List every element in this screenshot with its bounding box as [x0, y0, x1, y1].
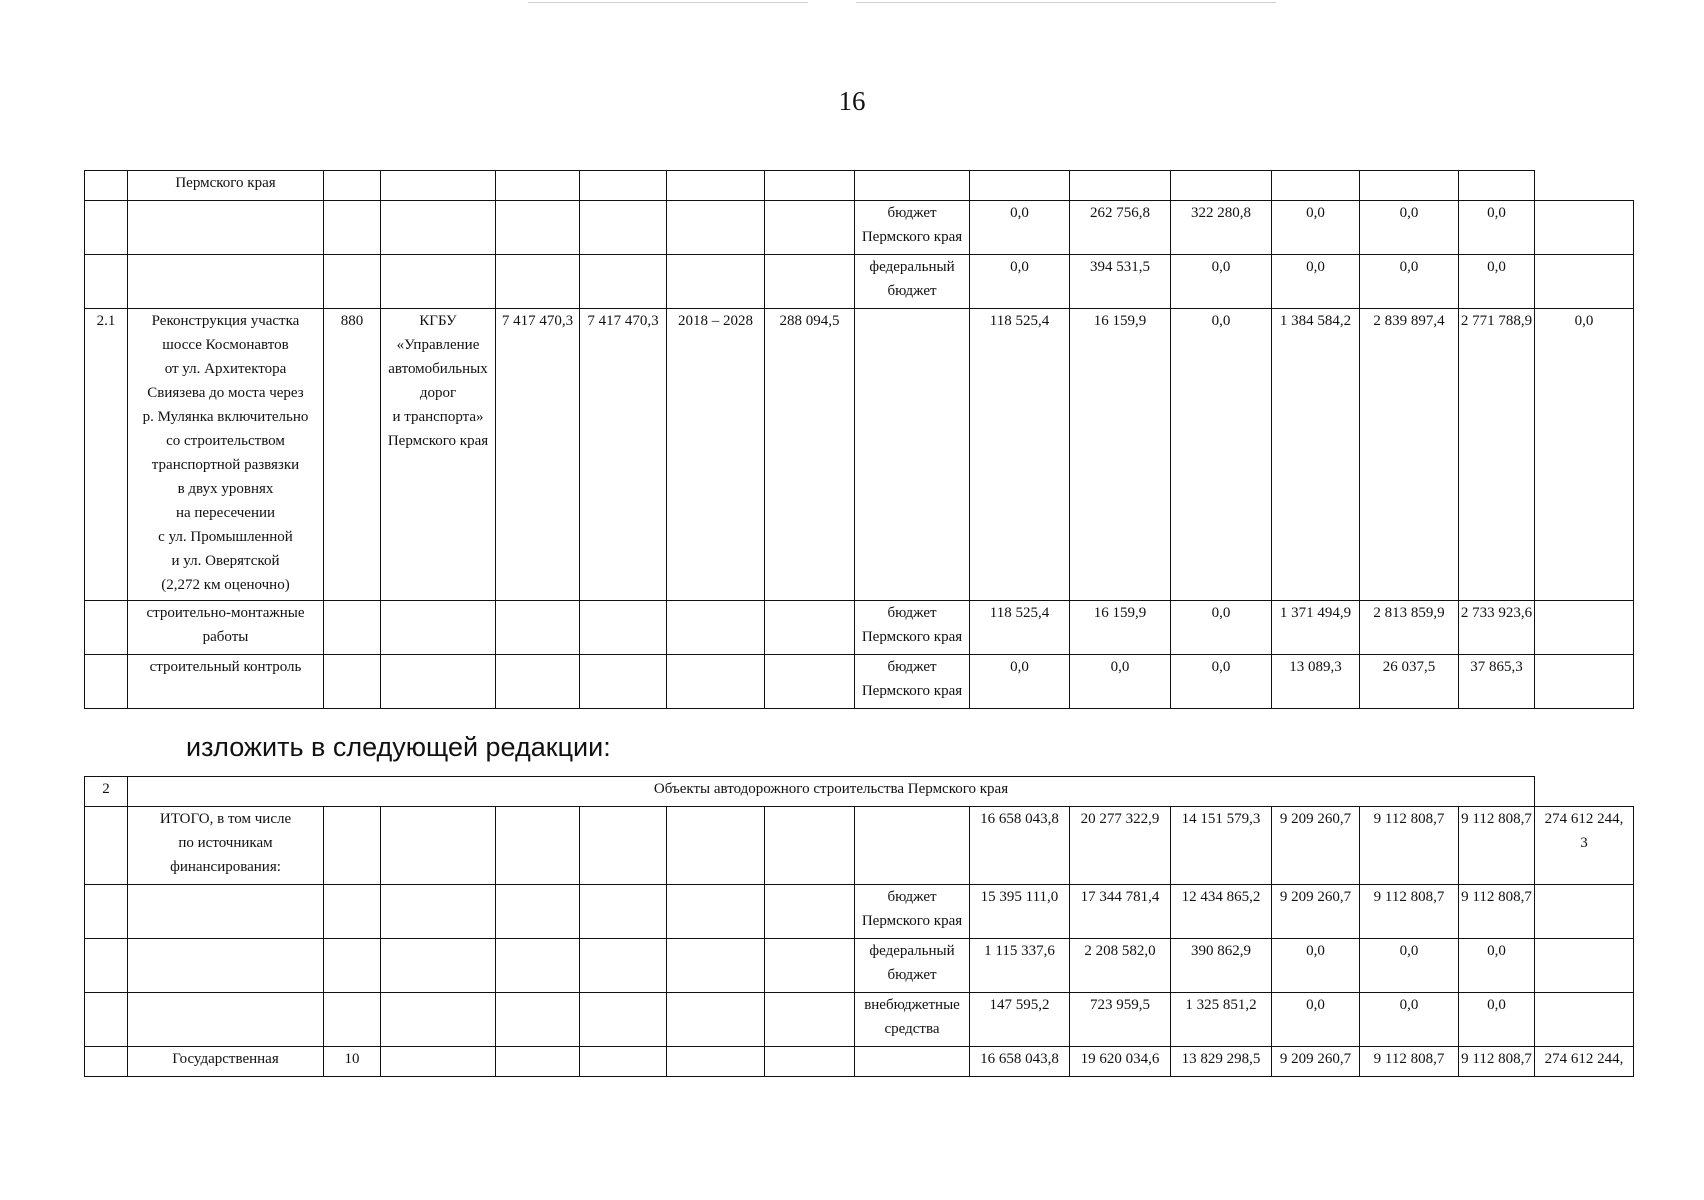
- value-cell: 274 612 244, 3: [1535, 807, 1634, 885]
- scan-artifact-line: [856, 2, 1276, 3]
- table-row: [85, 655, 1634, 709]
- value-cell: 2 839 897,4: [1360, 309, 1459, 601]
- budget-table-previous: [84, 170, 1634, 709]
- value-cell: 15 395 111,0: [970, 885, 1070, 939]
- value-cell: 9 112 808,7: [1360, 1047, 1459, 1077]
- value-cell: 16 658 043,8: [970, 807, 1070, 885]
- value-cell: [1535, 939, 1634, 993]
- table-row: [85, 255, 1634, 309]
- value-cell: 2 771 788,9: [1459, 309, 1535, 601]
- value-cell: 37 865,3: [1459, 655, 1535, 709]
- object-name-cell: Реконструкция участка шоссе Космонавтов от ул. Архитектора Свиязева до моста через р. Мулянка включительно со строительством транспортной развязки в двух уровнях на пересечении с ул. Промышленной и ул. Оверятской (2,272 км оценочно): [128, 309, 324, 601]
- value-cell: 262 756,8: [1070, 201, 1171, 255]
- budget-table-new: [84, 776, 1634, 1077]
- value-cell: [1535, 655, 1634, 709]
- cost-cell: 7 417 470,3: [580, 309, 667, 601]
- table-row: [85, 171, 1634, 201]
- value-cell: 26 037,5: [1360, 655, 1459, 709]
- value-cell: 9 112 808,7: [1459, 1047, 1535, 1077]
- value-cell: [1535, 993, 1634, 1047]
- value-cell: 723 959,5: [1070, 993, 1171, 1047]
- value-cell: [1535, 885, 1634, 939]
- value-cell: 0,0: [1171, 601, 1272, 655]
- object-name-cell: строительный контроль: [128, 655, 324, 709]
- value-cell: 394 531,5: [1070, 255, 1171, 309]
- value-cell: 322 280,8: [1171, 201, 1272, 255]
- period-cell: 2018 – 2028: [667, 309, 765, 601]
- value-cell: 13 089,3: [1272, 655, 1360, 709]
- value-cell: 13 829 298,5: [1171, 1047, 1272, 1077]
- row-number-cell: 2.1: [85, 309, 128, 601]
- table-row: [85, 939, 1634, 993]
- value-cell: 0,0: [970, 255, 1070, 309]
- value-cell: 0,0: [1272, 255, 1360, 309]
- value-cell: 0,0: [1360, 939, 1459, 993]
- value-cell: 19 620 034,6: [1070, 1047, 1171, 1077]
- object-name-cell: Пермского края: [128, 171, 324, 201]
- table-row: [85, 1047, 1634, 1077]
- code-cell: 880: [324, 309, 381, 601]
- value-cell: 0,0: [1272, 201, 1360, 255]
- row-number-cell: [85, 171, 128, 201]
- value-cell: 0,0: [1459, 201, 1535, 255]
- scan-artifact-line: [528, 2, 808, 3]
- value-cell: 17 344 781,4: [1070, 885, 1171, 939]
- organization-cell: КГБУ «Управление автомобильных дорог и транспорта» Пермского края: [381, 309, 496, 601]
- section-heading: изложить в следующей редакции:: [186, 732, 611, 762]
- value-cell: 9 209 260,7: [1272, 1047, 1360, 1077]
- value-cell: 1 371 494,9: [1272, 601, 1360, 655]
- value-cell: 0,0: [970, 655, 1070, 709]
- table-row: [85, 201, 1634, 255]
- table-row: [85, 993, 1634, 1047]
- value-cell: 9 112 808,7: [1459, 807, 1535, 885]
- value-cell: 0,0: [1171, 255, 1272, 309]
- cost-cell: 7 417 470,3: [496, 309, 580, 601]
- value-cell: 0,0: [1272, 993, 1360, 1047]
- value-cell: 20 277 322,9: [1070, 807, 1171, 885]
- value-cell: 1 115 337,6: [970, 939, 1070, 993]
- value-cell: [1535, 601, 1634, 655]
- value-cell: 1 384 584,2: [1272, 309, 1360, 601]
- value-cell: 0,0: [1070, 655, 1171, 709]
- object-name-cell: ИТОГО, в том числе по источникам финансирования:: [128, 807, 324, 885]
- row-number-cell: 2: [85, 777, 128, 807]
- value-cell: 118 525,4: [970, 601, 1070, 655]
- funding-source-cell: бюджет Пермского края: [855, 601, 970, 655]
- value-cell: 16 159,9: [1070, 309, 1171, 601]
- value-cell: 147 595,2: [970, 993, 1070, 1047]
- funding-source-cell: бюджет Пермского края: [855, 655, 970, 709]
- table-row: [85, 777, 1634, 807]
- value-cell: 1 325 851,2: [1171, 993, 1272, 1047]
- value-cell: 9 209 260,7: [1272, 807, 1360, 885]
- value-cell: 16 658 043,8: [970, 1047, 1070, 1077]
- value-cell: 9 112 808,7: [1360, 885, 1459, 939]
- funding-source-cell: бюджет Пермского края: [855, 201, 970, 255]
- funding-source-cell: бюджет Пермского края: [855, 885, 970, 939]
- value-cell: 0,0: [1459, 939, 1535, 993]
- value-cell: 2 208 582,0: [1070, 939, 1171, 993]
- value-cell: [1535, 255, 1634, 309]
- value-cell: 0,0: [1459, 255, 1535, 309]
- value-cell: 14 151 579,3: [1171, 807, 1272, 885]
- value-cell: 0,0: [970, 201, 1070, 255]
- value-cell: 2 813 859,9: [1360, 601, 1459, 655]
- value-cell: 274 612 244,: [1535, 1047, 1634, 1077]
- page-number: 16: [838, 86, 866, 116]
- value-cell: 9 112 808,7: [1459, 885, 1535, 939]
- value-cell: 9 209 260,7: [1272, 885, 1360, 939]
- object-name-cell: Государственная: [128, 1047, 324, 1077]
- funding-source-cell: внебюджетные средства: [855, 993, 970, 1047]
- funding-source-cell: федеральный бюджет: [855, 939, 970, 993]
- value-cell: [1535, 201, 1634, 255]
- table-row: [85, 601, 1634, 655]
- value-cell: 0,0: [1360, 993, 1459, 1047]
- table-row: [85, 885, 1634, 939]
- value-cell: 0,0: [1535, 309, 1634, 601]
- value-cell: 0,0: [1272, 939, 1360, 993]
- value-cell: 118 525,4: [970, 309, 1070, 601]
- value-cell: 9 112 808,7: [1360, 807, 1459, 885]
- table-row: [85, 309, 1634, 601]
- code-cell: 10: [324, 1047, 381, 1077]
- value-cell: 12 434 865,2: [1171, 885, 1272, 939]
- value-cell: 2 733 923,6: [1459, 601, 1535, 655]
- table-row: [85, 807, 1634, 885]
- funding-source-cell: [855, 309, 970, 601]
- value-cell: 390 862,9: [1171, 939, 1272, 993]
- value-cell: 0,0: [1360, 201, 1459, 255]
- value-cell: 0,0: [1459, 993, 1535, 1047]
- object-name-cell: строительно-монтажные работы: [128, 601, 324, 655]
- amount-cell: 288 094,5: [765, 309, 855, 601]
- value-cell: 16 159,9: [1070, 601, 1171, 655]
- funding-source-cell: федеральный бюджет: [855, 255, 970, 309]
- value-cell: 0,0: [1360, 255, 1459, 309]
- section-title-cell: Объекты автодорожного строительства Пермского края: [128, 777, 1535, 807]
- value-cell: 0,0: [1171, 655, 1272, 709]
- value-cell: 0,0: [1171, 309, 1272, 601]
